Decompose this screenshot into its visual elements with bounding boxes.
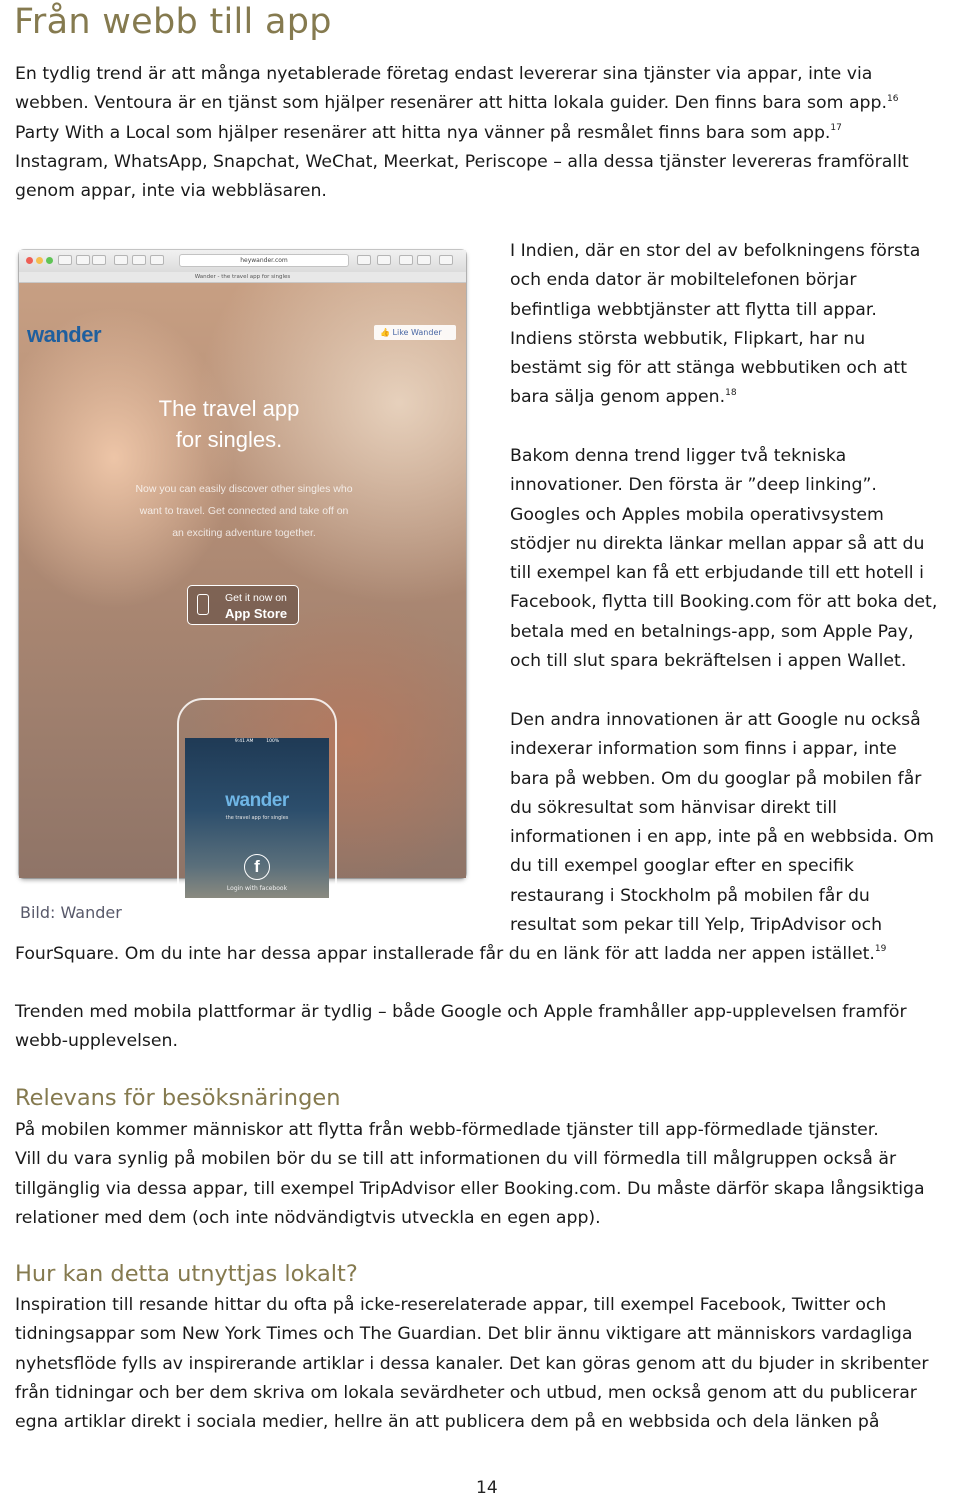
full-width-line: [15, 940, 886, 969]
text-line: befintliga webbtjänster att flytta till appar.: [510, 299, 877, 320]
download-icon: [377, 255, 391, 265]
text-line: webb-upplevelsen.: [15, 1031, 179, 1052]
text-line: tidningsappar som New York Times och The Guardian. Det blir ännu viktigare att människors vardagliga: [15, 1324, 913, 1345]
browser-toolbar: [19, 250, 466, 273]
text-line: och enda dator är mobiltelefonen börjar: [510, 270, 857, 291]
browser-tab: [19, 272, 466, 283]
like-button: [374, 325, 456, 340]
text-line: innovationer. Den första är ”deep linking”.: [510, 475, 877, 496]
sidebar-icon: [58, 255, 72, 265]
section-heading: Relevans för besöksnäringen: [15, 1085, 341, 1111]
tagline-description: [114, 478, 374, 544]
column-paragraph-2: [510, 442, 937, 676]
section-paragraph: [15, 1116, 925, 1233]
text-line: till exempel kan få ett erbjudande till ett hotell i: [510, 563, 924, 584]
description-line: want to travel. Get connected and take off on: [139, 505, 349, 517]
text-line: relationer med dem (och inte nödvändigtvis utveckla en egen app).: [15, 1207, 601, 1228]
forward-icon: [92, 255, 106, 265]
intro-text: Party With a Local som hjälper resenärer att hitta nya vänner på resmålet finns bara som app.: [15, 122, 831, 143]
text-line: bestämt sig för att stänga webbutiken och att: [510, 358, 907, 379]
text-line: Den andra innovationen är att Google nu också: [510, 710, 921, 730]
hero-photo: [19, 283, 466, 892]
text-line: och till slut spara bekräftelsen i appen Wallet.: [510, 651, 907, 672]
text-line: stödjer nu direkta länkar mellan appar så att du: [510, 533, 925, 554]
text-line: Trenden med mobila plattformar är tydlig – både Google och Apple framhåller app-upplevelsen framför: [15, 1002, 907, 1022]
text-line: från tidningar och ber dem skriva om lokala sevärdheter och utbud, men också genom att du publicerar: [15, 1382, 917, 1403]
extension-icon: [439, 255, 453, 265]
text-line: [15, 940, 886, 969]
extension-icon: [417, 255, 431, 265]
phone-login-label: Login with facebook: [226, 885, 288, 892]
description-line: an exciting adventure together.: [172, 527, 316, 539]
share-icon: [132, 255, 146, 265]
text-line: restaurang i Stockholm på mobilen får du: [510, 885, 870, 906]
phone-subtitle: the travel app for singles: [225, 815, 289, 821]
text-line: nyhetsflöde fylls av inspirerande artiklar i dessa kanaler. Det kan göras genom att du bjuder in skribenter: [15, 1353, 929, 1374]
text-fragment: bara sälja genom appen.: [510, 387, 726, 408]
phone-icon: [197, 594, 209, 615]
trend-paragraph: [15, 998, 907, 1057]
text-line: bara på webben. Om du googlar på mobilen får: [510, 768, 922, 789]
like-label: Like Wander: [392, 328, 442, 337]
column-paragraph-1: [510, 237, 920, 413]
tagline-line: The travel app: [158, 396, 300, 421]
text-line: informationen i en app, inte på en webbsida. Om: [510, 827, 934, 848]
cloud-icon: [114, 255, 128, 265]
text-line: [510, 383, 920, 412]
footnote-ref: 17: [830, 122, 842, 133]
text-line: betala med en betalnings-app, som Apple Pay,: [510, 621, 914, 642]
intro-line: [15, 119, 909, 148]
minimize-window-dot: [36, 257, 43, 264]
back-icon: [76, 255, 90, 265]
facebook-icon: f: [244, 854, 270, 880]
image-caption: Bild: Wander: [20, 903, 122, 922]
phone-status-bar: [185, 738, 329, 746]
url-bar: heywander.com: [179, 254, 349, 267]
section-paragraph: [15, 1291, 929, 1437]
intro-line: genom appar, inte via webbläsaren.: [15, 181, 327, 202]
intro-line: Instagram, WhatsApp, Snapchat, WeChat, Meerkat, Periscope – alla dessa tjänster levereras framförallt: [15, 151, 909, 172]
app-store-line1: Get it now on: [225, 592, 287, 604]
text-line: du sökresultat som hänvisar direkt till: [510, 797, 837, 818]
text-line: På mobilen kommer människor att flytta från webb-förmedlade tjänster till app-förmedlade tjänster.: [15, 1120, 879, 1140]
text-line: Googles och Apples mobila operativsystem: [510, 504, 884, 525]
wander-logo: wander: [27, 322, 102, 347]
app-store-line2: App Store: [225, 606, 288, 621]
text-line: indexerar information som finns i appar, inte: [510, 739, 897, 760]
thumbs-up-icon: 👍: [380, 328, 390, 337]
text-line: Facebook, flytta till Booking.com för att boka det,: [510, 592, 938, 613]
intro-line: [15, 89, 909, 118]
intro-line: En tydlig trend är att många nyetablerade företag endast levererar sina tjänster via appar, inte via: [15, 64, 873, 84]
text-line: du till exempel googlar efter en specifik: [510, 856, 854, 877]
text-fragment: FourSquare. Om du inte har dessa appar installerade får du en länk för att ladda ner appen istället.: [15, 944, 875, 964]
tagline-line: for singles.: [175, 427, 283, 452]
close-window-dot: [26, 257, 33, 264]
tab-title: Wander - the travel app for singles: [194, 274, 291, 280]
info-icon: [357, 255, 371, 265]
description-line: Now you can easily discover other singles who: [135, 483, 353, 495]
intro-text: webben. Ventoura är en tjänst som hjälper resenärer att hitta lokala guider. Den finns bara som app.: [15, 93, 887, 114]
footnote-ref: 16: [886, 93, 899, 104]
text-line: resultat som pekar till Yelp, TripAdvisor och: [510, 915, 883, 936]
phone-screen: [185, 738, 329, 898]
text-line: I Indien, där en stor del av befolkningens första: [510, 241, 921, 261]
phone-time: 9:41 AM: [234, 739, 254, 744]
footnote-ref: 18: [725, 387, 737, 398]
wander-screenshot: [19, 250, 466, 892]
phone-battery: 100%: [266, 739, 280, 744]
intro-paragraph: [15, 60, 909, 206]
tabs-icon: [150, 255, 164, 265]
page-number: 14: [476, 1478, 498, 1498]
maximize-window-dot: [46, 257, 53, 264]
phone-wander-logo: wander: [225, 790, 289, 811]
footnote-ref: 19: [874, 944, 887, 955]
text-line: tillgänglig via dessa appar, till exempel TripAdvisor eller Booking.com. Du måste därför skapa långsiktiga: [15, 1178, 925, 1199]
text-line: Vill du vara synlig på mobilen bör du se till att informationen du vill förmedla till målgruppen också är: [15, 1149, 897, 1170]
text-line: Indiens största webbutik, Flipkart, har nu: [510, 328, 866, 349]
text-line: egna artiklar direkt i sociala medier, hellre än att publicera dem på en webbsida och dela länken på: [15, 1412, 880, 1433]
column-paragraph-3: [510, 706, 934, 940]
text-line: Inspiration till resande hittar du ofta på icke-reserelaterade appar, till exempel Facebook, Twitter och: [15, 1295, 887, 1315]
app-store-button: [187, 585, 299, 625]
page-title: Från webb till app: [14, 2, 332, 42]
text-line: Bakom denna trend ligger två tekniska: [510, 446, 847, 466]
settings-icon: [399, 255, 413, 265]
tagline: [129, 393, 329, 455]
section-heading: Hur kan detta utnyttjas lokalt?: [15, 1261, 358, 1287]
